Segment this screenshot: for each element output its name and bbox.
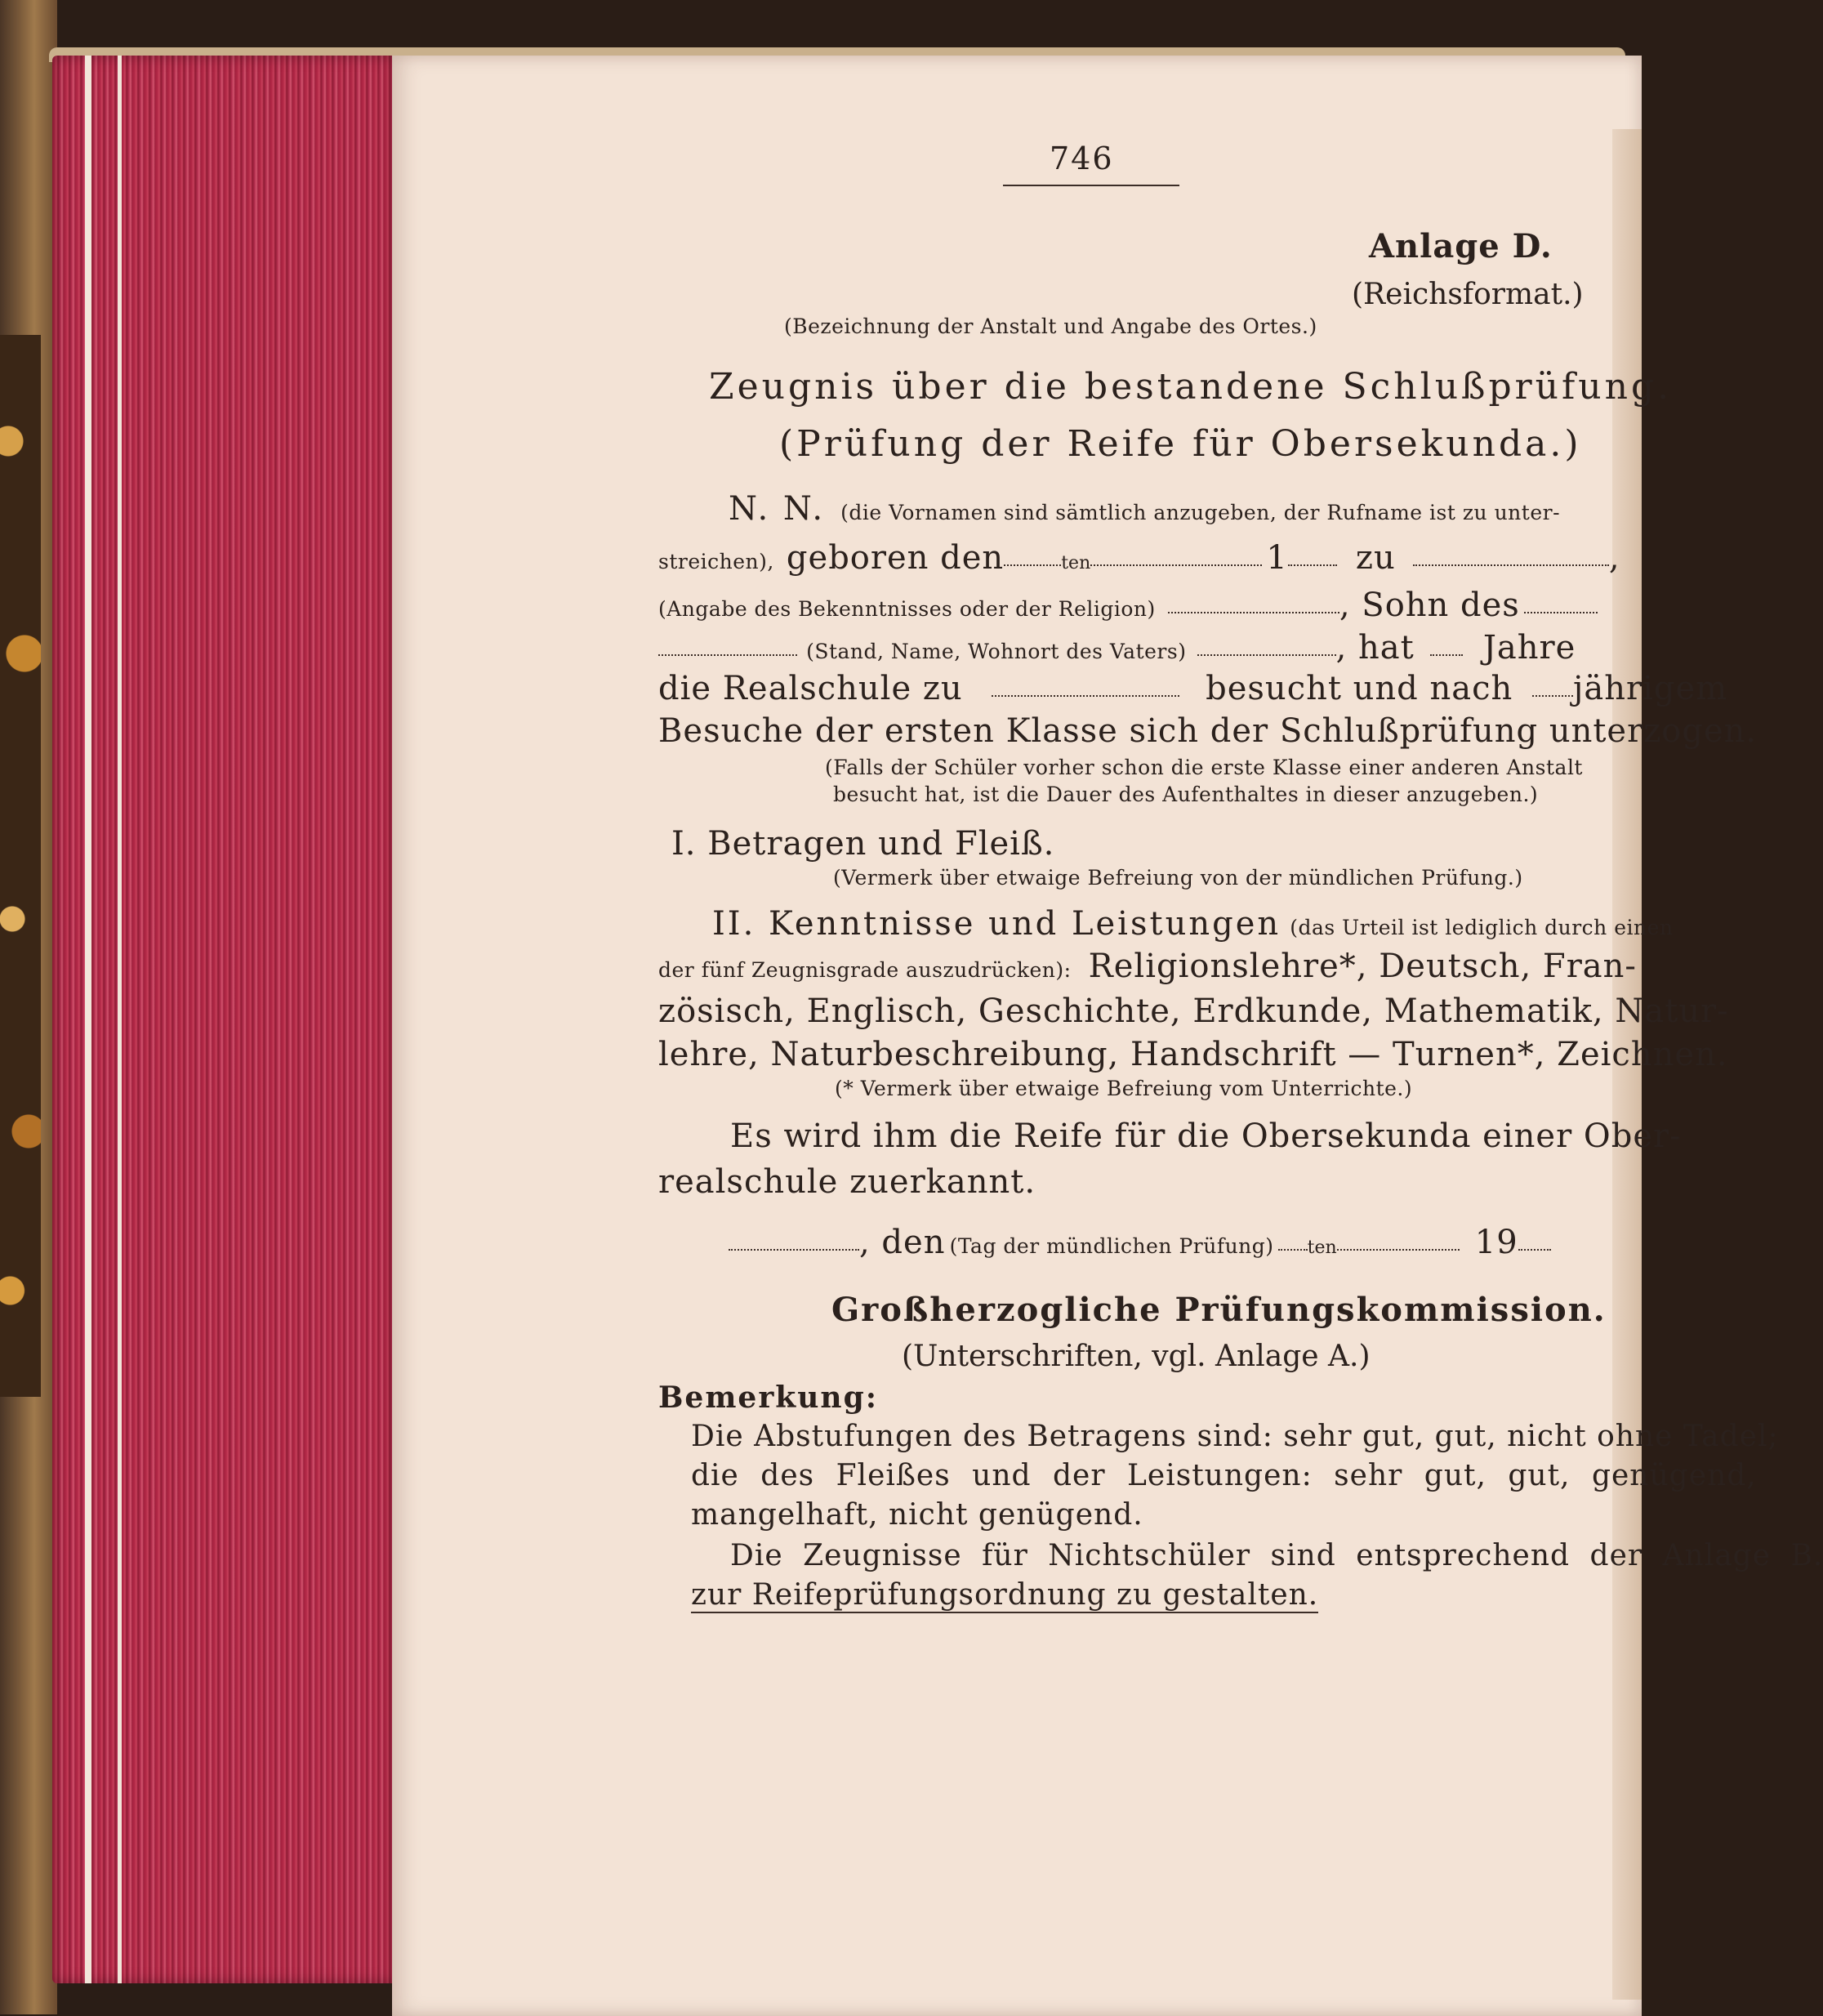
year-19: 19 [1474, 1224, 1518, 1261]
father-name-blank [1524, 612, 1598, 613]
vater-note: (Stand, Name, Wohnort des Vaters) [806, 640, 1187, 663]
nn-label: N. N. [729, 490, 826, 528]
jaehrigem-text: jährigem [1572, 670, 1728, 707]
ten2-suffix: ten [1307, 1238, 1337, 1258]
vermerk-pruefung-note: (Vermerk über etwaige Befreiung von der mündlichen Prüfung.) [833, 866, 1523, 890]
year-prefix: 1 [1266, 539, 1288, 577]
vater-blank [1197, 654, 1336, 656]
section-kenntnisse-note: (das Urteil ist lediglich durch einen [1290, 916, 1674, 939]
nn-line [729, 490, 1560, 528]
religion-line [658, 587, 1598, 624]
ten-suffix: ten [1061, 553, 1091, 573]
page-number: 746 [1050, 140, 1114, 176]
vater-line [658, 629, 1576, 667]
reife-line-1: Es wird ihm die Reife für die Obersekunda einer Ober- [730, 1117, 1682, 1155]
month-blank [1090, 564, 1262, 566]
anlage-label: Anlage D. [1369, 227, 1553, 265]
subjects-line-1 [658, 948, 1637, 985]
tag-note: (Tag der mündlichen Prüfung) [949, 1234, 1274, 1258]
date-line [729, 1224, 1551, 1261]
remark-line-2: die des Fleißes und der Leistungen: sehr gut, gut, genügend, [691, 1459, 1757, 1492]
comma: , [1608, 539, 1620, 577]
subjects-text-1: Religionslehre*, Deutsch, Fran- [1088, 948, 1637, 985]
place-blank [1413, 564, 1609, 566]
marbled-cover-pattern [0, 335, 41, 1397]
besucht-text: besucht und nach [1206, 670, 1513, 707]
remark-line-5: zur Reifeprüfungsordnung zu gestalten. [691, 1578, 1319, 1612]
father-blank [658, 654, 797, 656]
date-blank [1004, 564, 1061, 566]
den-text: , den [859, 1224, 946, 1261]
vermerk-unterricht-note: (* Vermerk über etwaige Befreiung vom Unterrichte.) [835, 1077, 1413, 1100]
page-edge-line [118, 56, 122, 1983]
years-count-blank [1532, 695, 1573, 697]
geboren-text: geboren den [786, 539, 1005, 577]
section-kenntnisse-heading: II. Kenntnisse und Leistungen [712, 905, 1281, 943]
day-blank [1278, 1249, 1308, 1251]
section-kenntnisse-line [712, 905, 1674, 943]
document-title: Zeugnis über die bestandene Schlußprüfung. [709, 366, 1673, 408]
religion-note: (Angabe des Bekenntnisses oder der Religion) [658, 597, 1156, 621]
religion-blank [1168, 612, 1339, 613]
falls-note-2: besucht hat, ist die Dauer des Aufenthaltes in dieser anzugeben.) [833, 783, 1539, 806]
realschule-text: die Realschule zu [658, 670, 963, 707]
document-subtitle: (Prüfung der Reife für Obersekunda.) [779, 423, 1582, 465]
remark-line-3: mangelhaft, nicht genügend. [691, 1498, 1143, 1532]
remark-line-1: Die Abstufungen des Betragens sind: sehr gut, gut, nicht ohne Tadel; [691, 1420, 1779, 1453]
fuenf-grade-text: der fünf Zeugnisgrade auszudrücken): [658, 958, 1072, 982]
falls-note-1: (Falls der Schüler vorher schon die erste Klasse einer anderen Anstalt [825, 756, 1583, 779]
besuche-line: Besuche der ersten Klasse sich der Schlußprüfung unterzogen. [658, 712, 1758, 750]
subjects-line-2: zösisch, Englisch, Geschichte, Erdkunde, Mathematik, Natur- [658, 992, 1729, 1030]
section-betragen-heading: I. Betragen und Fleiß. [671, 825, 1055, 863]
format-label: (Reichsformat.) [1352, 278, 1584, 311]
month2-blank [1337, 1249, 1460, 1251]
kommission-heading: Großherzogliche Prüfungskommission. [831, 1291, 1607, 1329]
jahre-text: Jahre [1482, 629, 1576, 667]
reife-line-2: realschule zuerkannt. [658, 1163, 1036, 1201]
realschule-line [658, 670, 1727, 707]
institution-note: (Bezeichnung der Anstalt und Angabe des Ortes.) [784, 314, 1317, 338]
geboren-line [658, 539, 1620, 577]
unterschriften-note: (Unterschriften, vgl. Anlage A.) [902, 1340, 1371, 1373]
year2-blank [1518, 1249, 1551, 1251]
page-edges-stack [52, 56, 395, 1983]
subjects-line-3: lehre, Naturbeschreibung, Handschrift — Turnen*, Zeichnen. [658, 1036, 1728, 1073]
sohn-text: , Sohn des [1339, 587, 1520, 624]
page-edge-line [85, 56, 91, 1983]
school-place-blank [992, 695, 1179, 697]
streichen-text: streichen), [658, 550, 774, 573]
years-blank [1430, 654, 1463, 656]
nn-note: (die Vornamen sind sämtlich anzugeben, der Rufname ist zu unter- [840, 501, 1561, 524]
place-date-blank [729, 1249, 859, 1251]
remark-line-4: Die Zeugnisse für Nichtschüler sind entsprechend der Anlage B. [730, 1539, 1823, 1572]
hat-text: , hat [1335, 629, 1415, 667]
bemerkung-heading: Bemerkung: [658, 1380, 879, 1415]
year-blank [1288, 564, 1337, 566]
page-number-rule [1003, 185, 1179, 186]
zu-text: zu [1355, 539, 1396, 577]
